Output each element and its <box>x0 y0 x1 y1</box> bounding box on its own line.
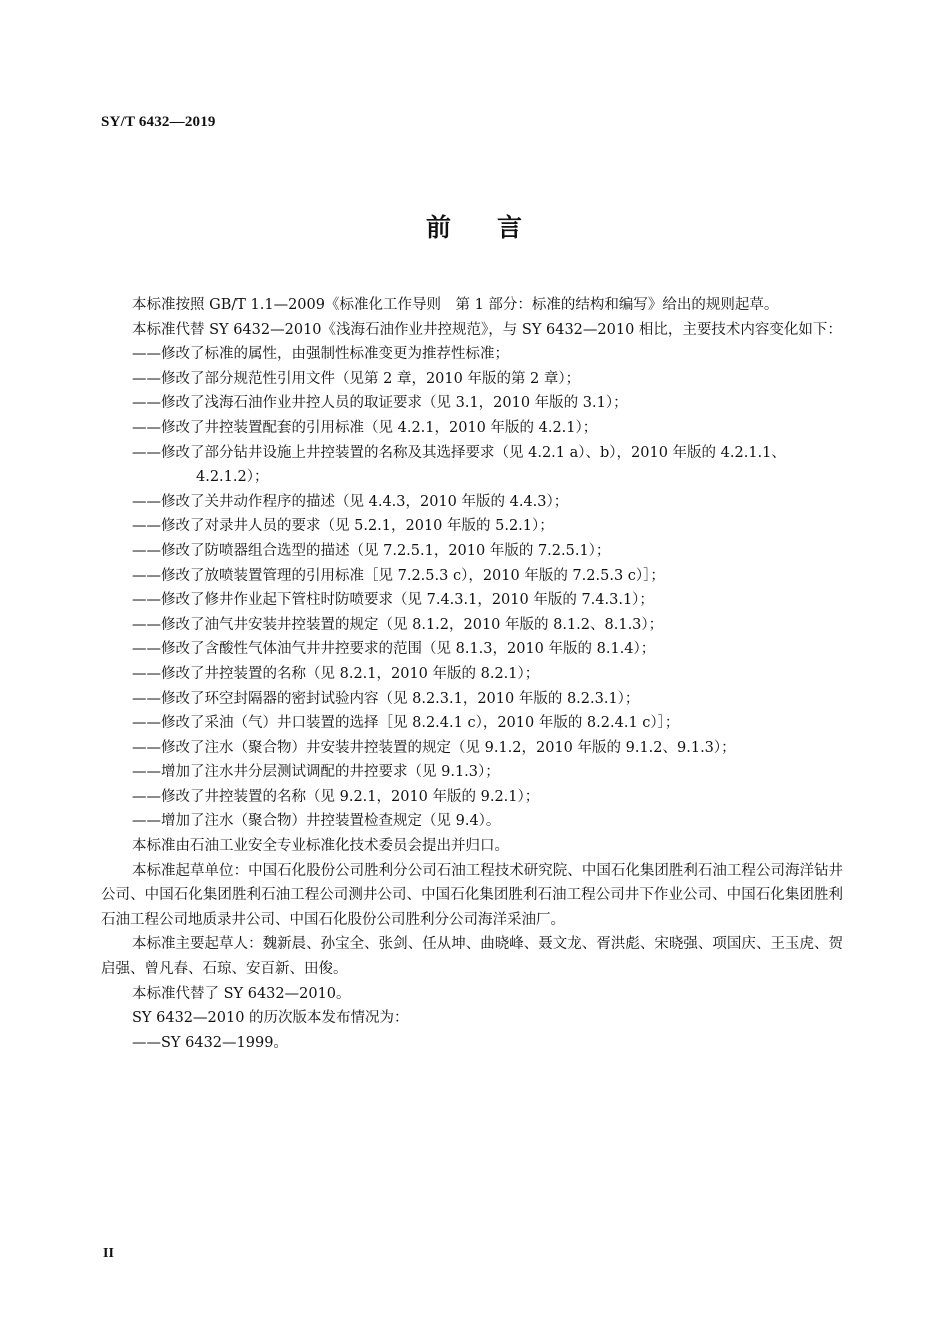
list-item: ——修改了对录井人员的要求（见 5.2.1，2010 年版的 5.2.1）； <box>132 518 554 535</box>
standard-number-header: SY/T 6432—2019 <box>101 114 216 130</box>
paragraph-drafting-rule: 本标准按照 GB/T 1.1—2009《标准化工作导则 第 1 部分：标准的结构和编写》给出的规则起草。 <box>132 297 779 313</box>
list-item: ——修改了关井动作程序的描述（见 4.4.3，2010 年版的 4.4.3）； <box>132 493 569 510</box>
foreword-body <box>101 293 843 1055</box>
list-item: ——修改了井控装置的名称（见 9.2.1，2010 年版的 9.2.1）； <box>132 788 540 805</box>
paragraph-history-intro: SY 6432—2010 的历次版本发布情况为： <box>132 1010 409 1027</box>
list-item: ——修改了放喷装置管理的引用标准［见 7.2.5.3 c），2010 年版的 7.2.5.3 c）］； <box>132 567 665 584</box>
paragraph-replaced-standard: 本标准代替了 SY 6432—2010。 <box>132 985 351 1002</box>
list-item: ——修改了井控装置配套的引用标准（见 4.2.1，2010 年版的 4.2.1）； <box>132 419 598 436</box>
list-item: ——修改了标准的属性，由强制性标准变更为推荐性标准； <box>132 346 509 363</box>
paragraph-replacement: 本标准代替 SY 6432—2010《浅海石油作业井控规范》，与 SY 6432—2010 相比，主要技术内容变化如下： <box>132 321 842 338</box>
list-item: ——修改了油气井安装井控装置的规定（见 8.1.2，2010 年版的 8.1.2、8.1.3）； <box>132 616 664 633</box>
list-item: ——修改了环空封隔器的密封试验内容（见 8.2.3.1，2010 年版的 8.2.3.1）； <box>132 690 640 707</box>
list-item: ——增加了注水井分层测试调配的井控要求（见 9.1.3）； <box>132 764 500 781</box>
paragraph-proposer: 本标准由石油工业安全专业标准化技术委员会提出并归口。 <box>132 838 509 855</box>
page-title <box>0 208 950 244</box>
list-item: ——增加了注水（聚合物）井控装置检查规定（见 9.4）。 <box>132 813 501 830</box>
paragraph-drafting-units: 本标准起草单位：中国石化股份公司胜利分公司石油工程技术研究院、中国石化集团胜利石油工程公司海洋钻井公司、中国石化集团胜利石油工程公司测井公司、中国石化集团胜利石油工程公司井下作业公司、中国石化集团胜利石油工程公司地质录井公司、中国石化股份公司胜利分公司海洋采油厂。 <box>101 862 843 928</box>
page-number: II <box>103 1246 114 1261</box>
history-item: ——SY 6432—1999。 <box>132 1034 288 1051</box>
list-item: ——修改了井控装置的名称（见 8.2.1，2010 年版的 8.2.1）； <box>132 665 540 682</box>
changes-list <box>101 342 843 834</box>
title-char-1: 前 <box>425 213 453 242</box>
list-item: ——修改了采油（气）井口装置的选择［见 8.2.4.1 c），2010 年版的 8.2.4.1 c）］； <box>132 715 680 732</box>
title-char-2: 言 <box>497 213 525 242</box>
paragraph-drafters: 本标准主要起草人：魏新晨、孙宝全、张剑、任从坤、曲晓峰、聂文龙、胥洪彪、宋晓强、项国庆、王玉虎、贺启强、曾凡春、石琼、安百新、田俊。 <box>101 936 843 978</box>
list-item: ——修改了防喷器组合选型的描述（见 7.2.5.1，2010 年版的 7.2.5.1）； <box>132 542 611 559</box>
list-item: ——修改了浅海石油作业井控人员的取证要求（见 3.1，2010 年版的 3.1）； <box>132 395 628 412</box>
list-item: ——修改了注水（聚合物）井安装井控装置的规定（见 9.1.2，2010 年版的 9.1.2、9.1.3）； <box>132 739 736 756</box>
list-item: ——修改了部分钻井设施上井控装置的名称及其选择要求（见 4.2.1 a）、b），2010 年版的 4.2.1.1、4.2.1.2）； <box>132 444 786 486</box>
list-item: ——修改了修井作业起下管柱时防喷要求（见 7.4.3.1，2010 年版的 7.4.3.1）； <box>132 592 654 609</box>
list-item: ——修改了含酸性气体油气井井控要求的范围（见 8.1.3，2010 年版的 8.1.4）； <box>132 641 656 658</box>
list-item: ——修改了部分规范性引用文件（见第 2 章，2010 年版的第 2 章）； <box>132 370 581 387</box>
